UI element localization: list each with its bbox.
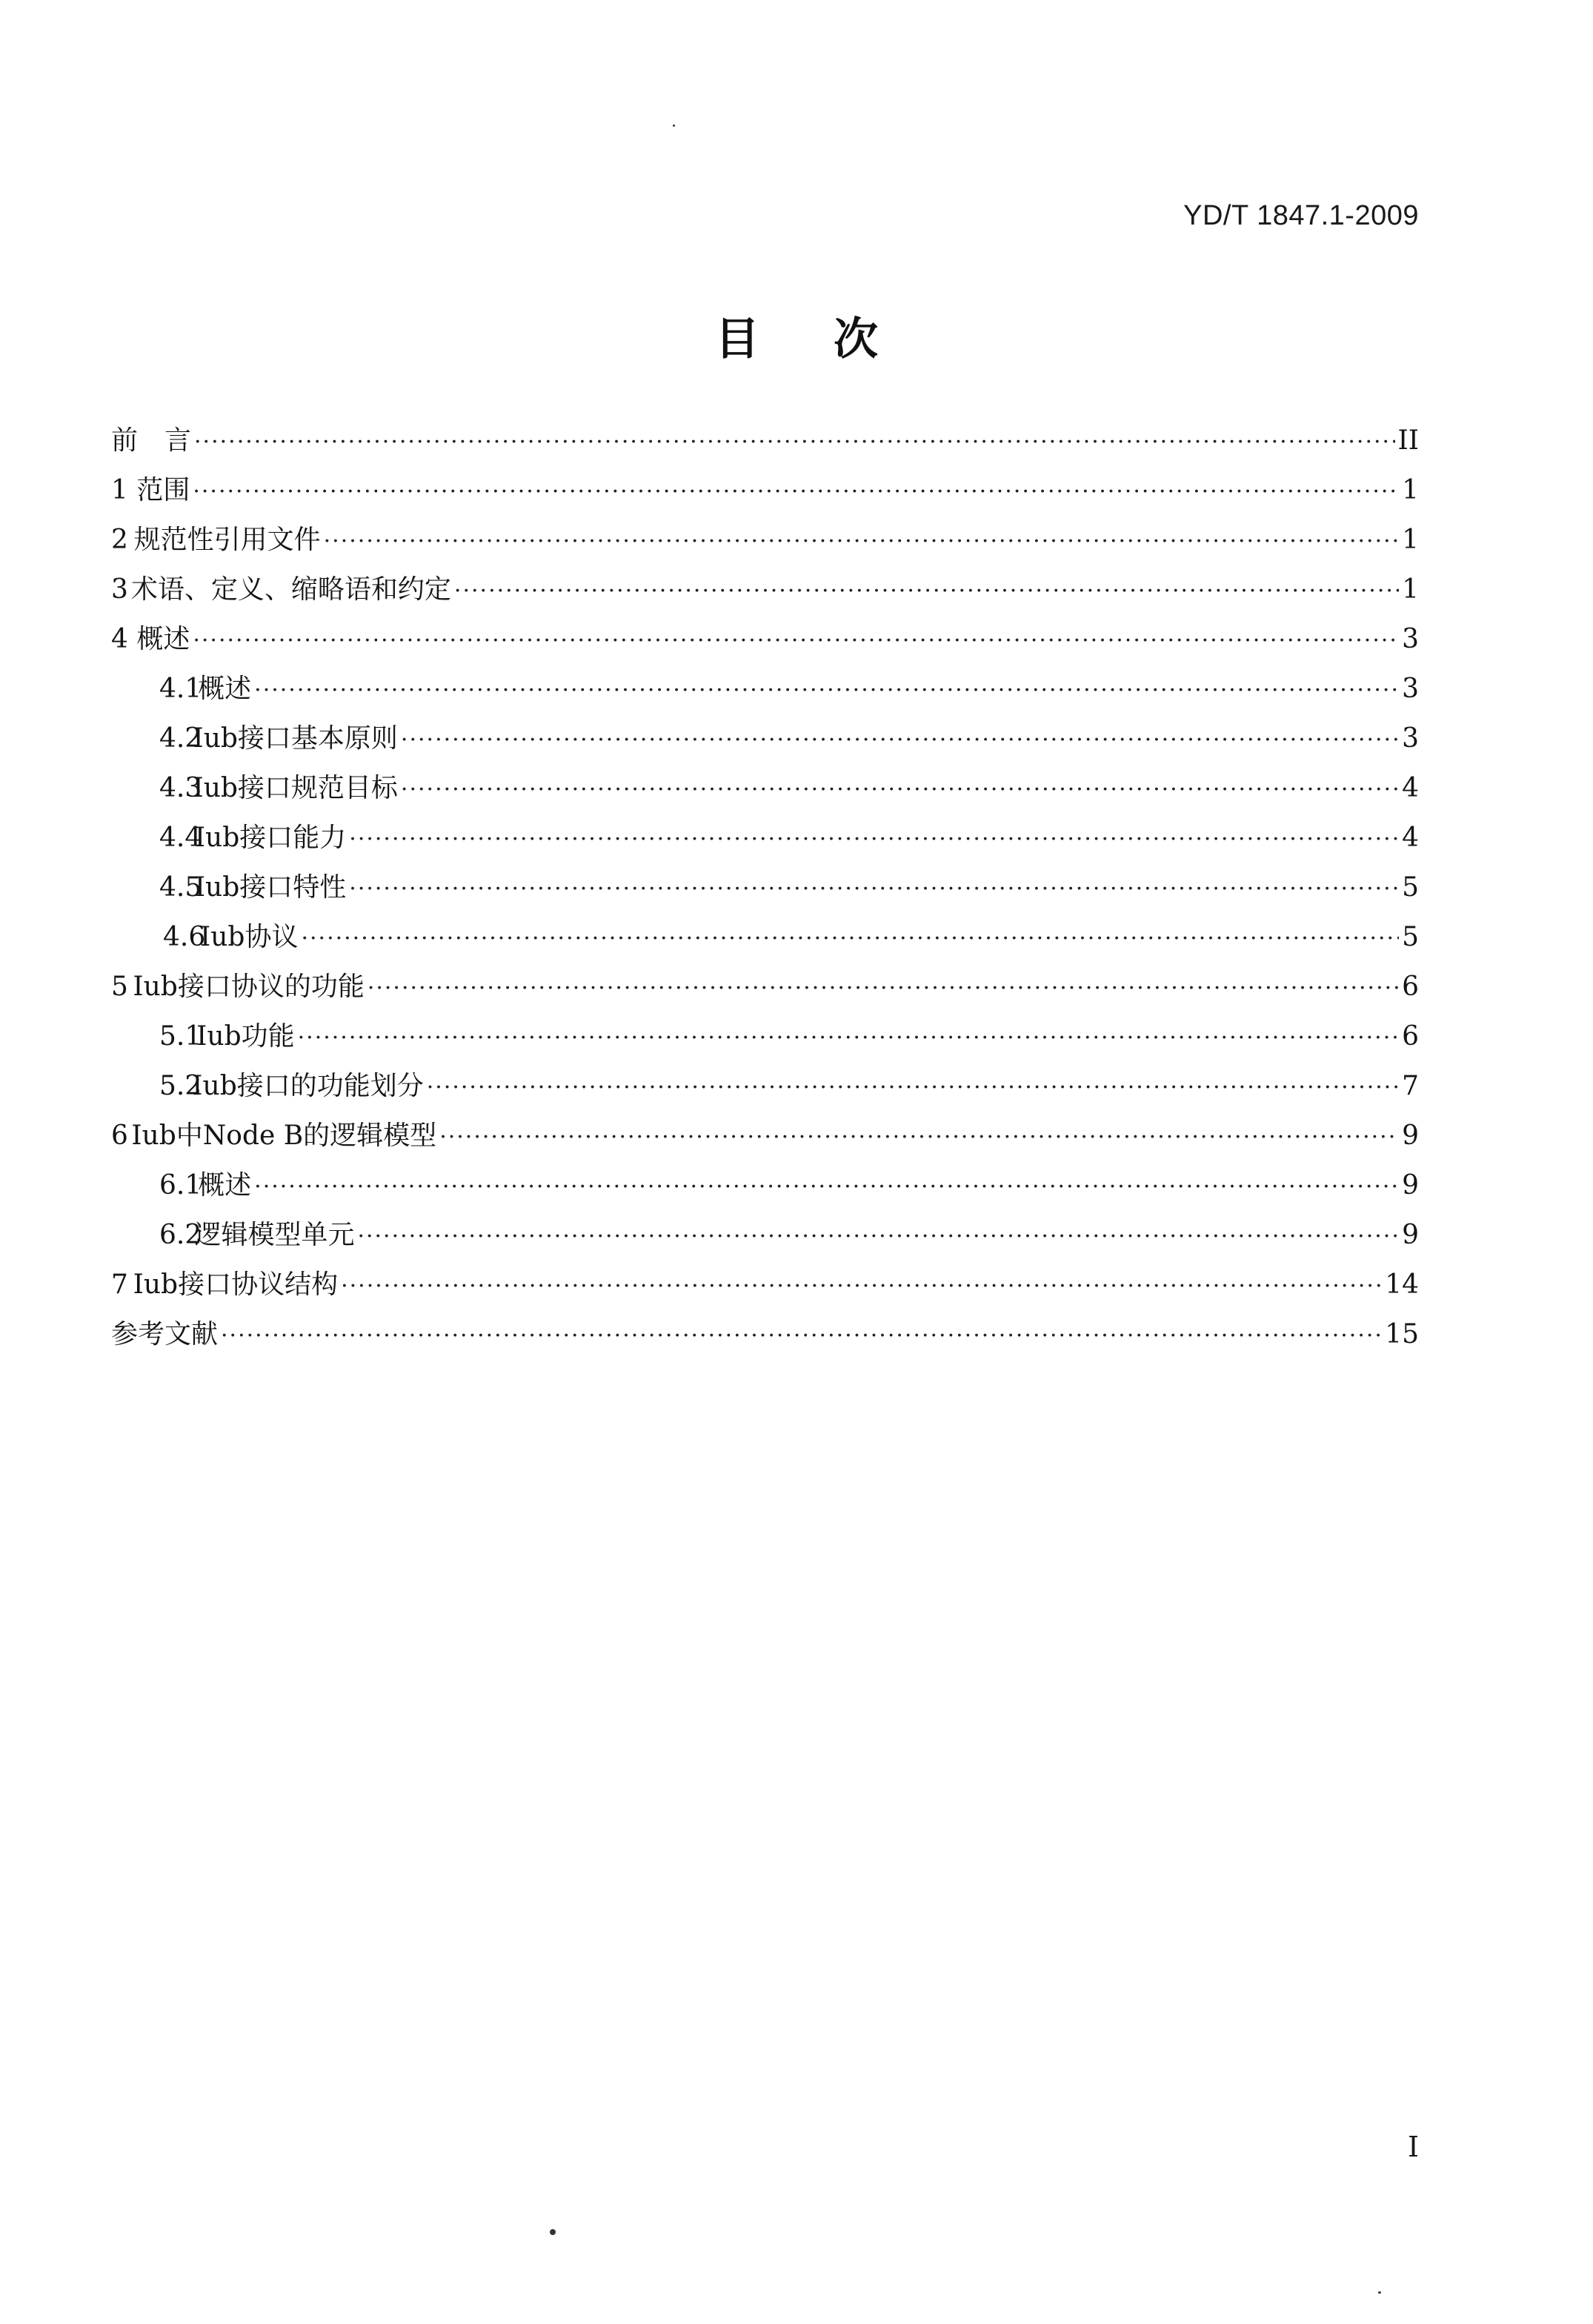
scan-speck [550,2229,556,2235]
toc-entry[interactable] [111,917,1419,967]
toc-entry[interactable] [111,1066,1419,1116]
toc-entry[interactable] [111,471,1419,520]
toc-entry-number: 4.4 [159,823,202,853]
toc-dot-leader [357,1217,1399,1257]
toc-entry-page: 6 [1402,972,1419,1002]
scan-speck [1378,2291,1381,2294]
toc-entry-number: 4.5 [159,872,202,903]
toc-dot-leader [324,522,1399,562]
toc-entry-number: 4.6 [163,922,206,952]
toc-entry-number: 6 [111,1120,128,1151]
toc-entry-label: 范围 [136,475,190,505]
toc-entry-label: Iub接口规范目标 [193,773,398,803]
toc-dot-leader [349,869,1399,909]
toc-entry[interactable] [111,421,1419,471]
toc-entry[interactable] [111,1265,1419,1315]
toc-entry[interactable] [111,1315,1419,1364]
toc-dot-leader [349,820,1399,860]
toc-dot-leader [193,472,1399,512]
toc-entry[interactable] [111,1116,1419,1166]
toc-entry-label: 概述 [136,624,190,654]
toc-entry-number: 7 [111,1269,128,1300]
toc-entry[interactable] [111,669,1419,719]
toc-entry-page: 6 [1402,1021,1419,1052]
toc-entry-page: 15 [1385,1319,1419,1349]
toc-dot-leader [298,1018,1399,1058]
toc-entry-number: 4 [111,624,128,654]
toc-entry[interactable] [111,818,1419,868]
toc-entry-label: Iub协议 [200,922,299,952]
toc-entry-label: Iub接口基本原则 [193,723,398,754]
toc-entry-page: 3 [1402,723,1419,754]
toc-entry-number: 6.2 [159,1220,202,1250]
toc-entry-label: 逻辑模型单元 [194,1220,355,1250]
toc-entry-page: 3 [1402,674,1419,704]
toc-entry-number: 5.1 [159,1021,202,1052]
toc-dot-leader [194,422,1395,462]
toc-dot-leader [439,1118,1399,1158]
toc-entry-page: 9 [1402,1220,1419,1250]
toc-entry-number: 1 [111,475,128,505]
toc-dot-leader [301,919,1399,959]
toc-entry-page: 5 [1402,922,1419,952]
toc-entry-page: 4 [1402,823,1419,853]
toc-entry-label: Iub接口协议结构 [133,1269,339,1300]
toc-dot-leader [401,770,1399,810]
toc-dot-leader [254,1167,1399,1207]
toc-entry-label: 概述 [198,674,252,704]
toc-dot-leader [221,1316,1382,1356]
toc-dot-leader [401,720,1399,760]
toc-entry[interactable] [111,620,1419,669]
toc-entry[interactable] [111,868,1419,917]
toc-entry-label: Iub接口特性 [194,872,347,903]
scan-speck [673,124,675,127]
toc-dot-leader [254,671,1399,711]
document-code: YD/T 1847.1-2009 [1183,200,1419,231]
toc-entry-number: 4.2 [159,723,202,754]
toc-entry[interactable] [111,1017,1419,1066]
toc-entry-page: 4 [1402,773,1419,803]
toc-entry-number: 4.1 [159,674,202,704]
toc-entry-number: 6.1 [159,1170,202,1201]
toc-entry[interactable] [111,719,1419,768]
toc-entry-page: 3 [1402,624,1419,654]
table-of-contents [111,421,1419,1364]
toc-entry[interactable] [111,1215,1419,1265]
toc-dot-leader [368,969,1399,1009]
toc-entry-number: 5 [111,972,128,1002]
toc-entry-label: Iub功能 [196,1021,295,1052]
toc-entry-label: 概述 [198,1170,252,1201]
toc-entry-page: 5 [1402,872,1419,903]
toc-entry-label: Iub中Node B的逻辑模型 [131,1120,437,1151]
toc-entry-number: 5.2 [159,1071,202,1101]
toc-entry-label: 参考文献 [111,1319,219,1349]
page-number: I [1407,2131,1419,2163]
toc-entry-page: 14 [1385,1269,1419,1300]
toc-entry-label: 前 言 [111,425,192,456]
toc-entry-page: 9 [1402,1170,1419,1201]
toc-entry-number: 3 [111,574,128,605]
toc-entry[interactable] [111,1166,1419,1215]
toc-dot-leader [341,1266,1382,1307]
toc-entry-page: 7 [1402,1071,1419,1101]
toc-entry-page: 1 [1402,525,1419,555]
toc-entry[interactable] [111,768,1419,818]
toc-entry-page: 1 [1402,574,1419,605]
toc-entry-label: Iub接口能力 [194,823,347,853]
toc-entry-number: 2 [111,525,128,555]
toc-entry[interactable] [111,520,1419,570]
toc-entry[interactable] [111,967,1419,1017]
toc-entry[interactable] [111,570,1419,620]
toc-entry-label: 术语、定义、缩略语和约定 [130,574,451,605]
toc-entry-label: 规范性引用文件 [133,525,321,555]
toc-dot-leader [193,621,1399,661]
toc-dot-leader [454,571,1399,611]
toc-entry-label: Iub接口协议的功能 [133,972,365,1002]
page-title: 目次 [715,313,952,365]
toc-entry-label: Iub接口的功能划分 [192,1071,424,1101]
toc-dot-leader [427,1068,1399,1108]
toc-entry-number: 4.3 [159,773,202,803]
toc-entry-page: 9 [1402,1120,1419,1151]
toc-entry-page: II [1397,425,1419,456]
toc-entry-page: 1 [1402,475,1419,505]
